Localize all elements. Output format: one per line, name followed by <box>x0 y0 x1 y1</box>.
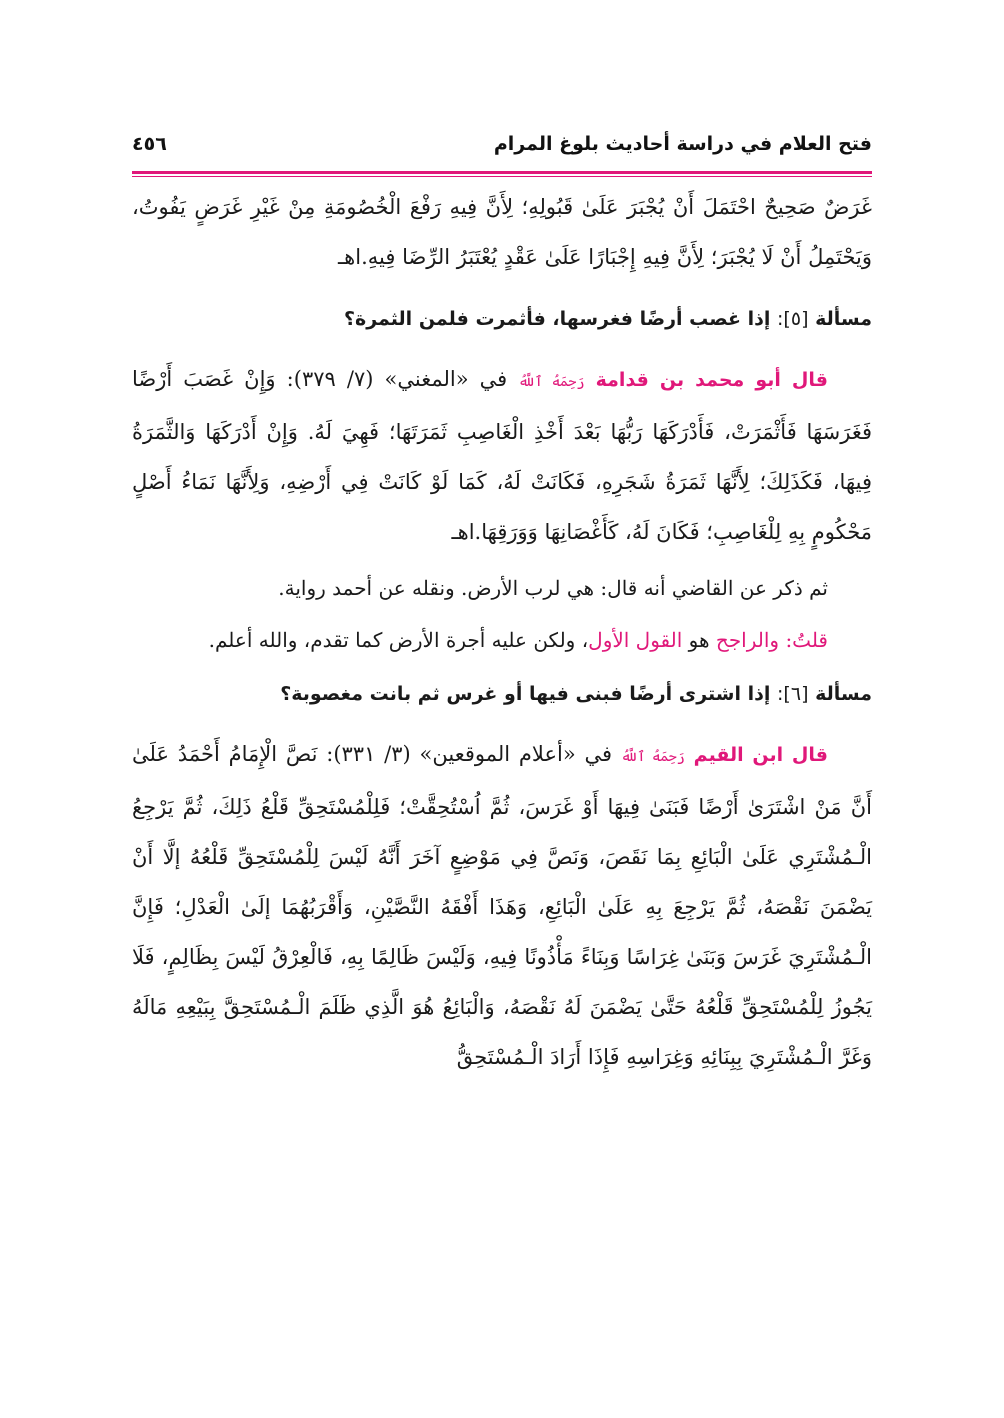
header-rule-thin <box>132 176 872 177</box>
verdict-mid: هو <box>688 628 710 652</box>
issue-5-note: ثم ذكر عن القاضي أنه قال: هي لرب الأرض. ونقله عن أحمد رواية. <box>278 576 828 600</box>
honorific: رَحِمَهُ ٱللَّهُ <box>620 749 685 765</box>
header-rule-thick <box>132 171 872 174</box>
quote-author: قال ابن القيم <box>693 744 828 766</box>
issue-number: [٥]: <box>777 308 809 330</box>
quote-text: وَإِنْ غَصَبَ أَرْضًا فَغَرَسَهَا فَأَثْمَرَتْ، فَأَدْرَكَهَا رَبُّهَا بَعْدَ أَخْذِ الْغَاصِبِ ثَمَرَتَهَا؛ فَهِيَ لَهُ. وَإِنْ أَدْرَكَهَا وَالثَّمَرَةُ فِيهَا، فَكَذَلِكَ؛ لِأَنَّهَا ثَمَرَةُ شَجَرِهِ، فَكَانَتْ لَهُ، كَمَا لَوْ كَانَتْ فِي أَرْضِهِ، وَلِأَنَّهَا نَمَاءُ أَصْلٍ مَحْكُومٍ بِهِ لِلْغَاصِبِ؛ فَكَانَ لَهُ، كَأَغْصَانِهَا وَوَرَقِهَا.اهـ <box>132 367 872 544</box>
issue-6-quote <box>132 729 872 1082</box>
page-content <box>132 182 872 1082</box>
issue-label: مسألة <box>815 683 872 705</box>
issue-6-heading <box>132 679 872 709</box>
issue-label: مسألة <box>815 308 872 330</box>
page-header <box>132 124 872 164</box>
continuation-paragraph: غَرَضٌ صَحِيحٌ احْتَمَلَ أَنْ يُجْبَرَ عَلَىٰ قَبُولِهِ؛ لِأَنَّ فِيهِ رَفْعَ الْخُصُومَةِ مِنْ غَيْرِ غَرَضٍ يَفُوتُ، وَيَحْتَمِلُ أَنْ لَا يُجْبَرَ؛ لِأَنَّ فِيهِ إِجْبَارًا عَلَىٰ عَقْدٍ يُعْتَبَرُ الرِّضَا فِيهِ.اهـ <box>132 195 872 269</box>
quote-author: قال أبو محمد بن قدامة <box>595 369 828 391</box>
honorific: رَحِمَهُ ٱللَّهُ <box>518 374 585 390</box>
verdict-rest: ، ولكن عليه أجرة الأرض كما تقدم، والله أعلم. <box>208 628 589 652</box>
page-number: ٤٥٦ <box>132 133 167 155</box>
issue-5-heading <box>132 304 872 334</box>
book-title: فتح العلام في دراسة أحاديث بلوغ المرام <box>493 133 872 155</box>
issue-title: إذا غصب أرضًا فغرسها، فأثمرت فلمن الثمرة؟ <box>344 308 771 330</box>
quote-source: في «أعلام الموقعين» (٣/ ٣٣١): <box>326 742 613 766</box>
verdict-prefix: قلتُ: والراجح <box>715 628 828 652</box>
issue-5-verdict <box>132 623 872 657</box>
quote-source: في «المغني» (٧/ ٣٧٩): <box>286 367 508 391</box>
quote-text: نَصَّ الْإِمَامُ أَحْمَدُ عَلَىٰ أَنَّ مَنْ اشْتَرَىٰ أَرْضًا فَبَنَىٰ فِيهَا أَوْ غَرَسَ، ثُمَّ اُسْتُحِقَّتْ؛ فَلِلْمُسْتَحِقِّ قَلْعُ ذَلِكَ، ثُمَّ يَرْجِعُ الْـمُشْتَرِي عَلَىٰ الْبَائِعِ بِمَا نَقَصَ، وَنَصَّ فِي مَوْضِعٍ آخَرَ أَنَّهُ لَيْسَ لِلْمُسْتَحِقِّ قَلْعُهُ إلَّا أَنْ يَضْمَنَ نَقْصَهُ، ثُمَّ يَرْجِعَ بِهِ عَلَىٰ الْبَائِعِ، وَهَذَا أَفْقَهُ النَّصَّيْنِ، وَأَقْرَبُهُمَا إلَىٰ الْعَدْلِ؛ فَإِنَّ الْـمُشْتَرِيَ غَرَسَ وَبَنَىٰ غِرَاسًا وَبِنَاءً مَأْذُونًا فِيهِ، وَلَيْسَ ظَالِمًا بِهِ، فَالْعِرْقُ لَيْسَ بِظَالِمٍ، فَلَا يَجُوزُ لِلْمُسْتَحِقِّ قَلْعُهُ حَتَّىٰ يَضْمَنَ لَهُ نَقْصَهُ، وَالْبَائِعُ هُوَ الَّذِي ظَلَمَ الْـمُسْتَحِقَّ بِبَيْعِهِ مَالَهُ وَغَرَّ الْـمُشْتَرِيَ بِبِنَائِهِ وَغِرَاسِهِ فَإِذَا أَرَادَ الْـمُسْتَحِقُّ <box>132 742 872 1069</box>
issue-number: [٦]: <box>777 683 809 705</box>
issue-5-quote <box>132 354 872 557</box>
issue-title: إذا اشترى أرضًا فبنى فيها أو غرس ثم بانت مغصوبة؟ <box>280 683 771 705</box>
verdict-highlight: القول الأول <box>588 628 683 652</box>
